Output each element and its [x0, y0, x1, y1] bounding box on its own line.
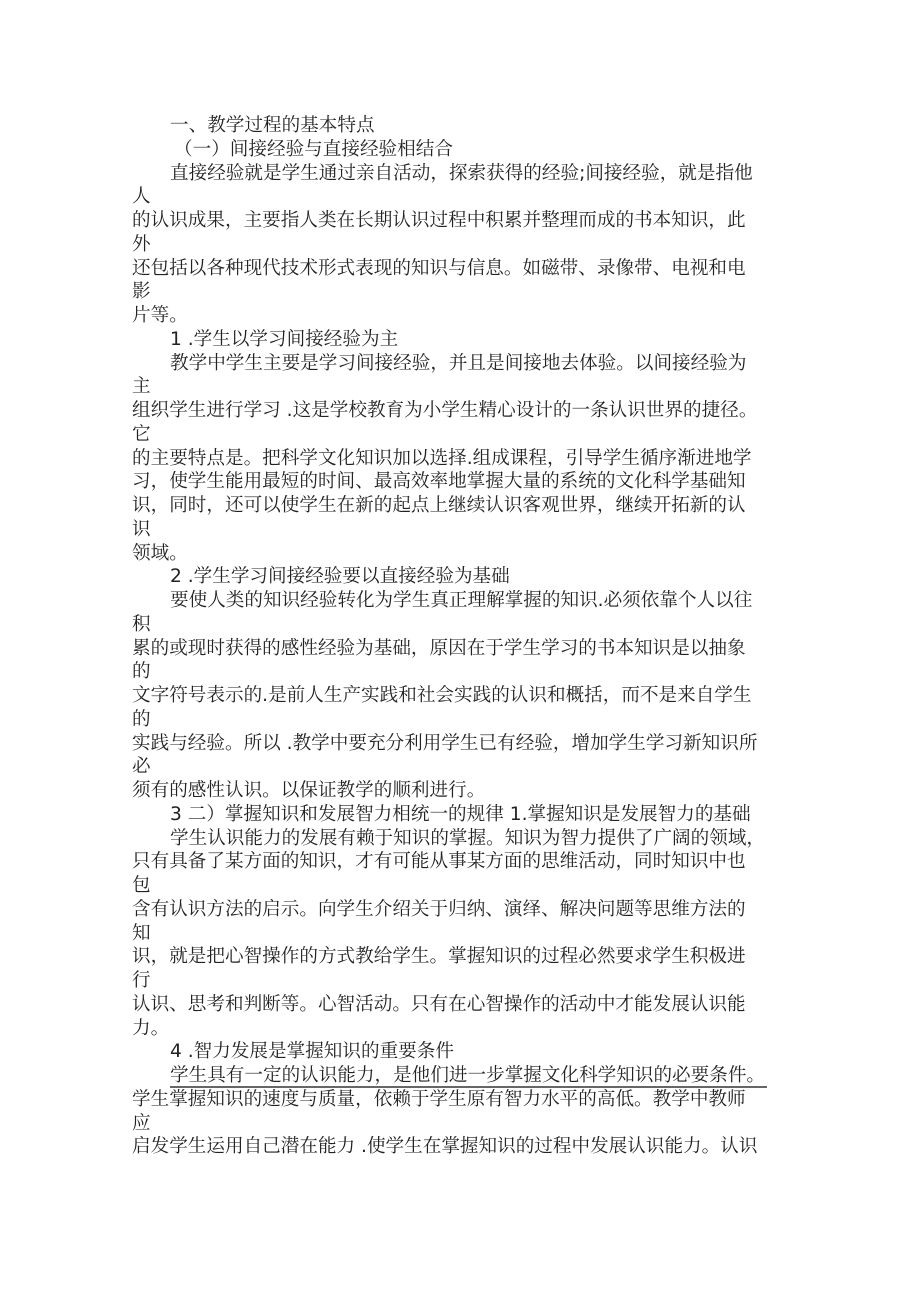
- line-text: 还包括以各种现代技术形式表现的知识与信息。如磁带、录像带、电视和电: [132, 257, 746, 279]
- text-line: [132, 162, 792, 186]
- text-line: [132, 660, 792, 684]
- text-line: [132, 779, 792, 803]
- text-line: [132, 922, 792, 946]
- line-text: 主: [132, 376, 151, 398]
- text-line: [132, 352, 792, 376]
- text-line: [132, 1088, 792, 1112]
- text-line: [132, 1112, 792, 1136]
- line-text: 教学中学生主要是学习间接经验，并且是间接地去体验。以间接经验为: [170, 352, 747, 374]
- line-text: 须有的感性认识。以保证教学的顺利进行。: [132, 780, 486, 801]
- line-text: 的: [132, 708, 151, 730]
- line-text: 影: [132, 281, 151, 303]
- line-text: 它: [132, 423, 151, 445]
- text-line: [132, 280, 792, 304]
- text-line: [132, 304, 792, 328]
- text-line: [132, 328, 792, 352]
- line-text: 的认识成果，主要指人类在长期认识过程中积累并整理而成的书本知识，此: [132, 210, 746, 231]
- line-text: 累的或现时获得的感性经验为基础，原因在于学生学习的书本知识是以抽象: [132, 637, 746, 659]
- text-line: [132, 114, 792, 138]
- text-line: [132, 375, 792, 399]
- line-text: 一、教学过程的基本特点: [170, 115, 375, 136]
- text-line: [132, 969, 792, 993]
- line-text: 包: [132, 875, 151, 896]
- line-text: 学生认识能力的发展有赖于知识的掌握。知识为智力提供了广阔的领域，: [170, 827, 766, 849]
- line-text: 文字符号表示的.是前人生产实践和社会实践的认识和概括，而不是来自学生: [132, 685, 752, 706]
- text-line: [132, 945, 792, 969]
- text-line: [132, 827, 792, 851]
- line-text: 组织学生进行学习 .这是学校教育为小学生精心设计的一条认识世界的捷径。: [132, 400, 758, 421]
- text-line: [132, 613, 792, 637]
- text-line: [132, 447, 792, 471]
- text-line: [132, 423, 792, 447]
- text-line: [132, 993, 792, 1017]
- line-text: 3 二）掌握知识和发展智力相统一的规律 1.掌握知识是发展智力的基础: [170, 803, 751, 825]
- text-line: [132, 732, 792, 756]
- text-line: [132, 1040, 792, 1064]
- text-line: [132, 1064, 792, 1088]
- text-line: [132, 518, 792, 542]
- text-line: [132, 755, 792, 779]
- underlined-text: 学生具有一定的认识能力，是他们进一步掌握文化科学知识的必要条件。: [170, 1065, 766, 1086]
- line-text: （一）间接经验与直接经验相结合: [174, 138, 453, 160]
- text-line: [132, 1017, 792, 1041]
- text-line: [132, 898, 792, 922]
- text-line: [132, 470, 792, 494]
- line-text: 1 .学生以学习间接经验为主: [170, 328, 399, 350]
- text-line: [132, 494, 792, 518]
- line-text: 只有具备了某方面的知识，才有可能从事某方面的思维活动，同时知识中也: [132, 851, 746, 873]
- line-text: 行: [132, 970, 151, 991]
- text-line: [132, 874, 792, 898]
- text-line: [132, 803, 792, 827]
- text-line: [132, 209, 792, 233]
- line-text: 习，使学生能用最短的时间、最高效率地掌握大量的系统的文化科学基础知: [132, 471, 746, 493]
- text-line: [132, 185, 792, 209]
- line-text: 学生掌握知识的速度与质量，依赖于学生原有智力水平的高低。教学中教师: [132, 1088, 746, 1110]
- line-text: 力。: [132, 1017, 170, 1039]
- text-line: [132, 1135, 792, 1159]
- line-text: 直接经验就是学生通过亲自活动，探索获得的经验;间接经验，就是指他: [170, 162, 753, 184]
- line-text: 应: [132, 1112, 151, 1134]
- line-text: 知: [132, 922, 151, 944]
- text-line: [132, 399, 792, 423]
- line-text: 启发学生运用自己潜在能力 .使学生在掌握知识的过程中发展认识能力。认识: [132, 1136, 758, 1158]
- text-line: [132, 565, 792, 589]
- line-text: 4 .智力发展是掌握知识的重要条件: [170, 1041, 454, 1063]
- line-text: 2 .学生学习间接经验要以直接经验为基础: [170, 566, 510, 588]
- text-line: [132, 708, 792, 732]
- line-text: 必: [132, 756, 151, 778]
- line-text: 含有认识方法的启示。向学生介绍关于归纳、演绎、解决问题等思维方法的: [132, 898, 746, 920]
- text-line: [132, 589, 792, 613]
- line-text: 识: [132, 518, 151, 540]
- text-line: [132, 138, 792, 162]
- line-text: 外: [132, 233, 151, 255]
- line-text: 识，同时，还可以使学生在新的起点上继续认识客观世界，继续开拓新的认: [132, 495, 746, 516]
- line-text: 的主要特点是。把科学文化知识加以选择.组成课程，引导学生循序渐进地学: [132, 447, 752, 469]
- line-text: 认识、思考和判断等。心智活动。只有在心智操作的活动中才能发展认识能: [132, 993, 746, 1015]
- text-line: [132, 233, 792, 257]
- line-text: 要使人类的知识经验转化为学生真正理解掌握的知识.必须依靠个人以往: [170, 590, 753, 611]
- line-text: 领域。: [132, 542, 188, 564]
- line-text: 人: [132, 186, 151, 208]
- text-line: [132, 850, 792, 874]
- line-text: 的: [132, 661, 151, 683]
- text-line: [132, 637, 792, 661]
- line-text: 积: [132, 613, 151, 635]
- text-line: [132, 257, 792, 281]
- line-text: 片等。: [132, 305, 188, 326]
- line-text: 识，就是把心智操作的方式教给学生。掌握知识的过程必然要求学生积极进: [132, 946, 746, 968]
- text-line: [132, 684, 792, 708]
- text-line: [132, 542, 792, 566]
- line-text: 实践与经验。所以 .教学中要充分利用学生已有经验，增加学生学习新知识所: [132, 732, 758, 754]
- document-body: [132, 114, 792, 1159]
